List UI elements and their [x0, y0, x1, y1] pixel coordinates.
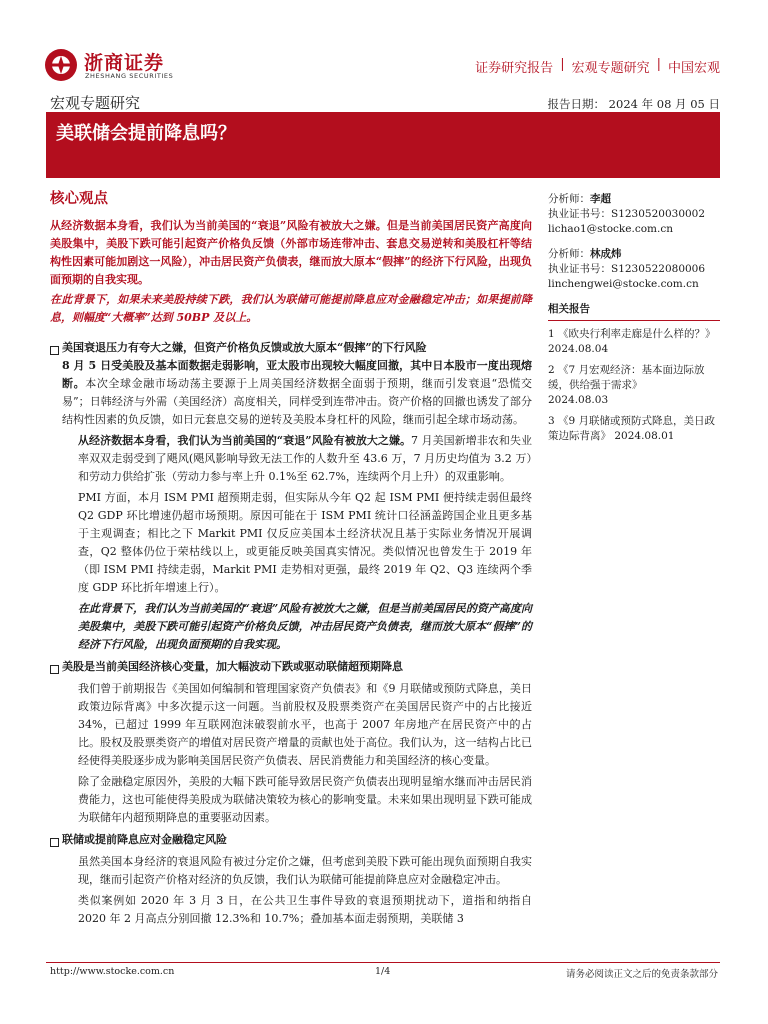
bullet-title: 联储或提前降息应对金融稳定风险 [62, 833, 227, 846]
nav-separator: | [560, 57, 565, 72]
paragraph: PMI 方面，本月 ISM PMI 超预期走弱，但实际从今年 Q2 起 ISM PMI 便持续走弱但最终 Q2 GDP 环比增速仍超市场预期。原因可能在于 ISM PMI 统计口径涵盖跨国企业且更多基于主观调查；相比之下 Markit PMI 仅反应美国本土经济状况且基于实际业务情况开展调查，Q2 整体仍位于荣枯线以上，或更能反映美国真实情况。类似情况也曾发生于 2019 年（即 ISM PMI 持续走弱，Markit PMI 走势相对更强，最终 2019 年 Q2、Q3 连续两个季度 GDP 环比折年增速上行）。 [78, 491, 532, 594]
logo-text: 浙商证券 [84, 52, 165, 74]
analyst-card: 分析师：林成炜 执业证书号：S1230522080006 linchengwei@stocke.com.cn [548, 247, 720, 292]
footer-disclaimer: 请务必阅读正文之后的免责条款部分 [565, 969, 718, 980]
report-type: 宏观专题研究 [50, 94, 141, 112]
page-title: 美联储会提前降息吗？ [56, 123, 236, 144]
paragraph: 除了金融稳定原因外，美股的大幅下跌可能导致居民资产负债表出现明显缩水继而冲击居民消费能力，这也可能使得美股成为联储决策较为核心的影响变量。未来如果出现明显下跌可能成为联储年内超预期降息的重要驱动因素。 [78, 775, 532, 824]
zheshang-logo-icon [44, 48, 78, 82]
bullet-section [50, 658, 532, 680]
analyst-email[interactable]: linchengwei@stocke.com.cn [548, 278, 699, 290]
analyst-card: 分析师：李超 执业证书号：S1230520030002 lichao1@stocke.com.cn [548, 192, 720, 237]
core-summary-emphasis: 在此背景下，如果未来美股持续下跌，我们认为联储可能提前降息应对金融稳定冲击；如果提前降息，则幅度“大概率”达到 50BP 及以上。 [50, 293, 532, 324]
sidebar [548, 192, 720, 450]
analyst-email[interactable]: lichao1@stocke.com.cn [548, 223, 673, 235]
bullet-section [50, 339, 532, 432]
paragraph: 从经济数据本身看，我们认为当前美国的“衰退”风险有被放大之嫌。7 月美国新增非农和失业率双双走弱受到了飓风(飓风影响导致无法工作的人数升至 43.6 万，7 月历史均值为 3.2 万）和劳动力供给扩张（劳动力参与率上升 0.1%至 62.7%，连续两个月上升）的双重影响。 [78, 434, 532, 483]
page-number: 1/4 [375, 966, 391, 977]
bullet-section [50, 831, 532, 853]
checkbox-bullet-icon [50, 665, 59, 674]
analyst-name: 李超 [590, 193, 611, 205]
nav-separator: | [656, 57, 661, 72]
paragraph: 虽然美国本身经济的衰退风险有被过分定价之嫌，但考虑到美股下跌可能出现负面预期自我实现，继而引起资产价格对经济的负反馈，我们认为联储可能提前降息应对金融稳定冲击。 [78, 855, 532, 886]
analyst-cert: 执业证书号：S1230522080006 [548, 263, 706, 275]
analyst-cert: 执业证书号：S1230520030002 [548, 208, 706, 220]
related-report-item[interactable]: 3 《9 月联储或预防式降息，美日政策边际背离》 2024.08.01 [548, 415, 716, 442]
logo-subtitle: ZHESHANG SECURITIES [85, 72, 174, 80]
paragraph-emphasis: 在此背景下，我们认为当前美国的“衰退”风险有被放大之嫌，但是当前美国居民的资产高度向美股集中，美股下跌可能引起资产价格负反馈，冲击居民资产负债表，继而放大原本“假摔”的经济下行风险，出现负面预期的自我实现。 [78, 602, 532, 651]
main-content [50, 188, 532, 931]
footer-divider [46, 962, 720, 963]
report-date: 报告日期： 2024 年 08 月 05 日 [547, 97, 720, 111]
top-nav [475, 57, 720, 76]
footer-url[interactable]: http://www.stocke.com.cn [50, 966, 175, 977]
bullet-title: 美国衰退压力有夸大之嫌，但资产价格负反馈或放大原本“假摔”的下行风险 [62, 341, 427, 354]
related-reports-heading: 相关报告 [548, 302, 720, 321]
related-report-item[interactable]: 1 《欧央行利率走廊是什么样的？》 2024.08.04 [548, 328, 716, 355]
paragraph: 我们曾于前期报告《美国如何编制和管理国家资产负债表》和《9 月联储或预防式降息，美日政策边际背离》中多次提示这一问题。当前股权及股票类资产在美国居民资产中的占比接近 34%，已超过 1999 年互联网泡沫破裂前水平，也高于 2007 年房地产在居民资产中的占比。股权及股票类资产的增值对居民资产增量的贡献也处于高位。我们认为，这一结构占比已经使得美股逐步成为影响美国居民资产负债表、居民消费能力和美国经济的核心变量。 [78, 682, 532, 767]
nav-item-research-report[interactable]: 证券研究报告 [475, 61, 554, 76]
related-report-item[interactable]: 2 《7 月宏观经济：基本面边际放缓，供给强于需求》 2024.08.03 [548, 364, 705, 406]
checkbox-bullet-icon [50, 838, 59, 847]
paragraph: 类似案例如 2020 年 3 月 3 日，在公共卫生事件导致的衰退预期扰动下，道指和纳指自 2020 年 2 月高点分别回撤 12.3%和 10.7%；叠加基本面走弱预期，美联储 3 [78, 894, 532, 925]
checkbox-bullet-icon [50, 346, 59, 355]
paragraph: 8 月 5 日受美股及基本面数据走弱影响，亚太股市出现较大幅度回撤，其中日本股市一度出现熔断。本次全球金融市场动荡主要源于上周美国经济数据全面弱于预期，继而引发衰退“恐慌交易”；日韩经济与外需（美国经济）高度相关，同样受到连带冲击。资产价格的回撤也诱发了部分结构性因素的负反馈，如日元套息交易的逆转及美股本身杠杆的风险，继而引起全球市场动荡。 [62, 359, 532, 426]
bullet-title: 美股是当前美国经济核心变量，加大幅波动下跌或驱动联储超预期降息 [62, 660, 403, 673]
core-summary: 从经济数据本身看，我们认为当前美国的“衰退”风险有被放大之嫌。但是当前美国居民资产高度向美股集中，美股下跌可能引起资产价格负反馈（外部市场连带冲击、套息交易逆转和美股杠杆等结构性因素可能加剧这一风险），冲击居民资产负债表，继而放大原本“假摔”的经济下行风险，出现负面预期的自我实现。 [50, 219, 532, 286]
core-heading: 核心观点 [50, 190, 108, 207]
nav-item-macro-topic[interactable]: 宏观专题研究 [571, 61, 650, 76]
nav-item-china-macro[interactable]: 中国宏观 [667, 61, 720, 76]
analyst-name: 林成炜 [590, 248, 622, 260]
